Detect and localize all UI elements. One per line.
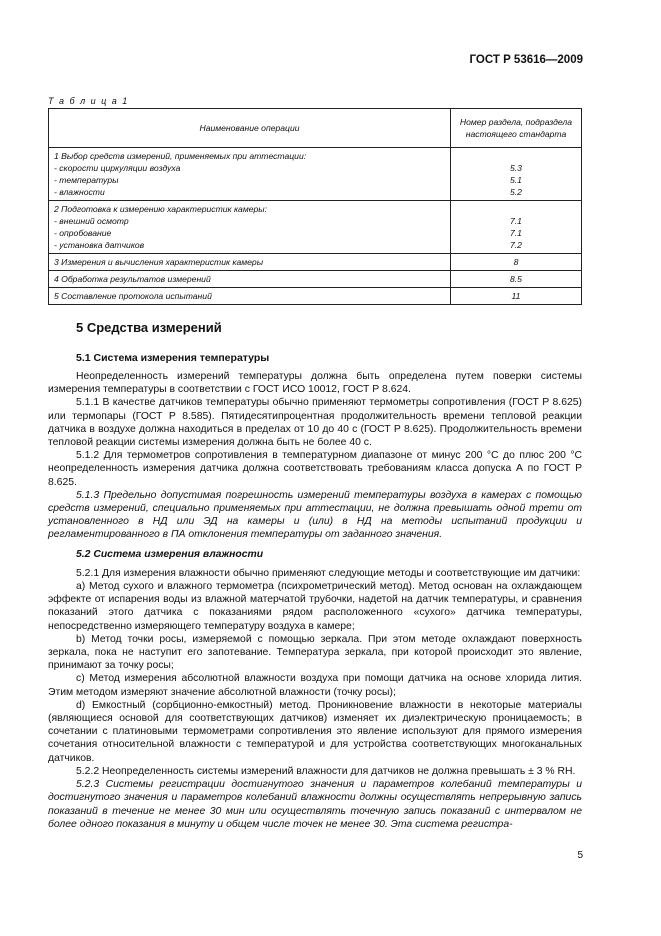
section-5-heading: 5 Средства измерений <box>76 320 222 335</box>
section-5-1-body <box>48 370 582 831</box>
operation-line: - опробование <box>54 228 112 238</box>
operation-cell <box>49 288 451 305</box>
section-number: 5.3 <box>510 163 522 173</box>
col-section-header: Номер раздела, подраздела настоящего стандарта <box>451 109 582 148</box>
operation-line: 1 Выбор средств измерений, применяемых при аттестации: <box>54 151 307 161</box>
section-number: 7.1 <box>510 216 522 226</box>
table-header-row <box>49 109 582 148</box>
section-cell <box>451 288 582 305</box>
operation-line: 5 Составление протокола испытаний <box>54 291 212 301</box>
section-number: 11 <box>511 291 521 301</box>
section-number: 7.1 <box>510 228 522 238</box>
paragraph: Неопределенность измерений температуры должна быть определена путем поверки системы измерения температуры в соответствии с ГОСТ ИСО 10012, ГОСТ Р 8.624. <box>48 371 582 396</box>
section-cell <box>451 271 582 288</box>
section-cell <box>451 254 582 271</box>
table-row <box>49 201 582 254</box>
table-caption: Т а б л и ц а 1 <box>48 96 129 106</box>
section-number: 8 <box>513 257 519 267</box>
page-number: 5 <box>577 850 583 861</box>
paragraph: 5.2.1 Для измерения влажности обычно применяют следующие методы и соответствующие им датчики: <box>76 567 581 579</box>
paragraph: 5.2.3 Системы регистрации достигнутого значения и параметров колебаний температуры и достигнутого значения и параметров колебаний влажности должны осуществлять непрерывную запись показаний в течение не менее 30 мин или осуществлять точечную запись показаний с интервалом не более одного показания в минуту и общем числе точек не менее 30. Эта система регистра- <box>48 779 582 830</box>
operations-table <box>48 108 582 305</box>
paragraph: 5.1.2 Для термометров сопротивления в температурном диапазоне от минус 200 °С до плюс 200 °С неопределенность измерения датчика должна соответствовать требованиям класса допуска А по ГОСТ Р 8.625. <box>48 450 582 488</box>
operation-cell <box>49 201 451 254</box>
operation-line: 3 Измерения и вычисления характеристик камеры <box>54 257 264 267</box>
section-number: 8.5 <box>510 274 522 284</box>
operation-line: - температуры <box>54 175 119 185</box>
paragraph: 5.1.3 Предельно допустимая погрешность измерений температуры воздуха в камерах с помощью средств измерений, специально применяемых при аттестации, не должна превышать одной трети от установленного в НД или ЭД на камеры и (или) в НД на методы испытаний продукции и регламентированного в ПА отклонения температуры от заданного значения. <box>48 489 582 541</box>
operation-cell <box>49 254 451 271</box>
table-row <box>49 148 582 201</box>
section-number: 5.2 <box>510 187 522 197</box>
paragraph: b) Метод точки росы, измеряемой с помощью зеркала. При этом методе охлаждают поверхность зеркала, пока не наступит его запотевание. Температура зеркала, при которой происходит это явление, принимают за точку росы; <box>48 633 582 672</box>
table-row <box>49 271 582 288</box>
standard-title: ГОСТ Р 53616—2009 <box>469 54 583 66</box>
paragraph: 5.2.2 Неопределенность системы измерений влажности для датчиков не должна превышать ± 3 % RH. <box>76 765 576 777</box>
section-number <box>456 203 576 215</box>
section-number: 7.2 <box>510 240 522 250</box>
section-number: 5.1 <box>510 175 522 185</box>
section-cell <box>451 148 582 201</box>
operation-line: - влажности <box>54 187 105 197</box>
paragraph: c) Метод измерения абсолютной влажности воздуха при помощи датчика на основе хлорида лития. Этим методом измеряют значение абсолютной влажности (точку росы); <box>48 673 582 698</box>
paragraph: а) Метод сухого и влажного термометра (психрометрический метод). Метод основан на охлаждающем эффекте от испарения воды из влажной матерчатой трубочки, надетой на датчик температуры, и сравнения показаний этого датчика с показаниями рядом расположенного «сухого» датчика температуры, непосредственно измеряющего температуру воздуха в камере; <box>48 581 582 632</box>
table-row <box>49 254 582 271</box>
operation-line: - скорости циркуляции воздуха <box>54 163 181 173</box>
section-number <box>456 150 576 162</box>
operation-cell <box>49 148 451 201</box>
section-5-1-heading: 5.1 Система измерения температуры <box>76 352 270 364</box>
paragraph: 5.1.1 В качестве датчиков температуры обычно применяют термометры сопротивления (ГОСТ Р 8.625) или термопары (ГОСТ Р 8.585). Пятидесятипроцентная продолжительность времени тепловой реакции датчика в воздухе должна находиться в пределах от 10 до 40 с (ГОСТ Р 8.625). Продолжительность времени тепловой реакции системы измерения должна быть не более 40 с. <box>48 397 582 449</box>
table-row <box>49 288 582 305</box>
operation-line: 4 Обработка результатов измерений <box>54 274 211 284</box>
section-cell <box>451 201 582 254</box>
paragraph: d) Емкостный (сорбционно-емкостный) метод. Проникновение влажности в некоторые материалы (являющиеся основой для соответствующих датчиков) изменяет их диэлектрическую проницаемость; в сочетании с платиновыми термометрами сопротивления это явление используют для прямого измерения сочетания относительной влажности с температурой и для устройства соответствующих многоканальных датчиков. <box>48 699 582 764</box>
col-operation-header: Наименование операции <box>49 109 451 148</box>
section-5-2-heading: 5.2 Система измерения влажности <box>76 548 264 560</box>
operation-line: - установка датчиков <box>54 240 145 250</box>
operation-line: - внешний осмотр <box>54 216 129 226</box>
operation-line: 2 Подготовка к измерению характеристик камеры: <box>54 204 267 214</box>
operation-cell <box>49 271 451 288</box>
